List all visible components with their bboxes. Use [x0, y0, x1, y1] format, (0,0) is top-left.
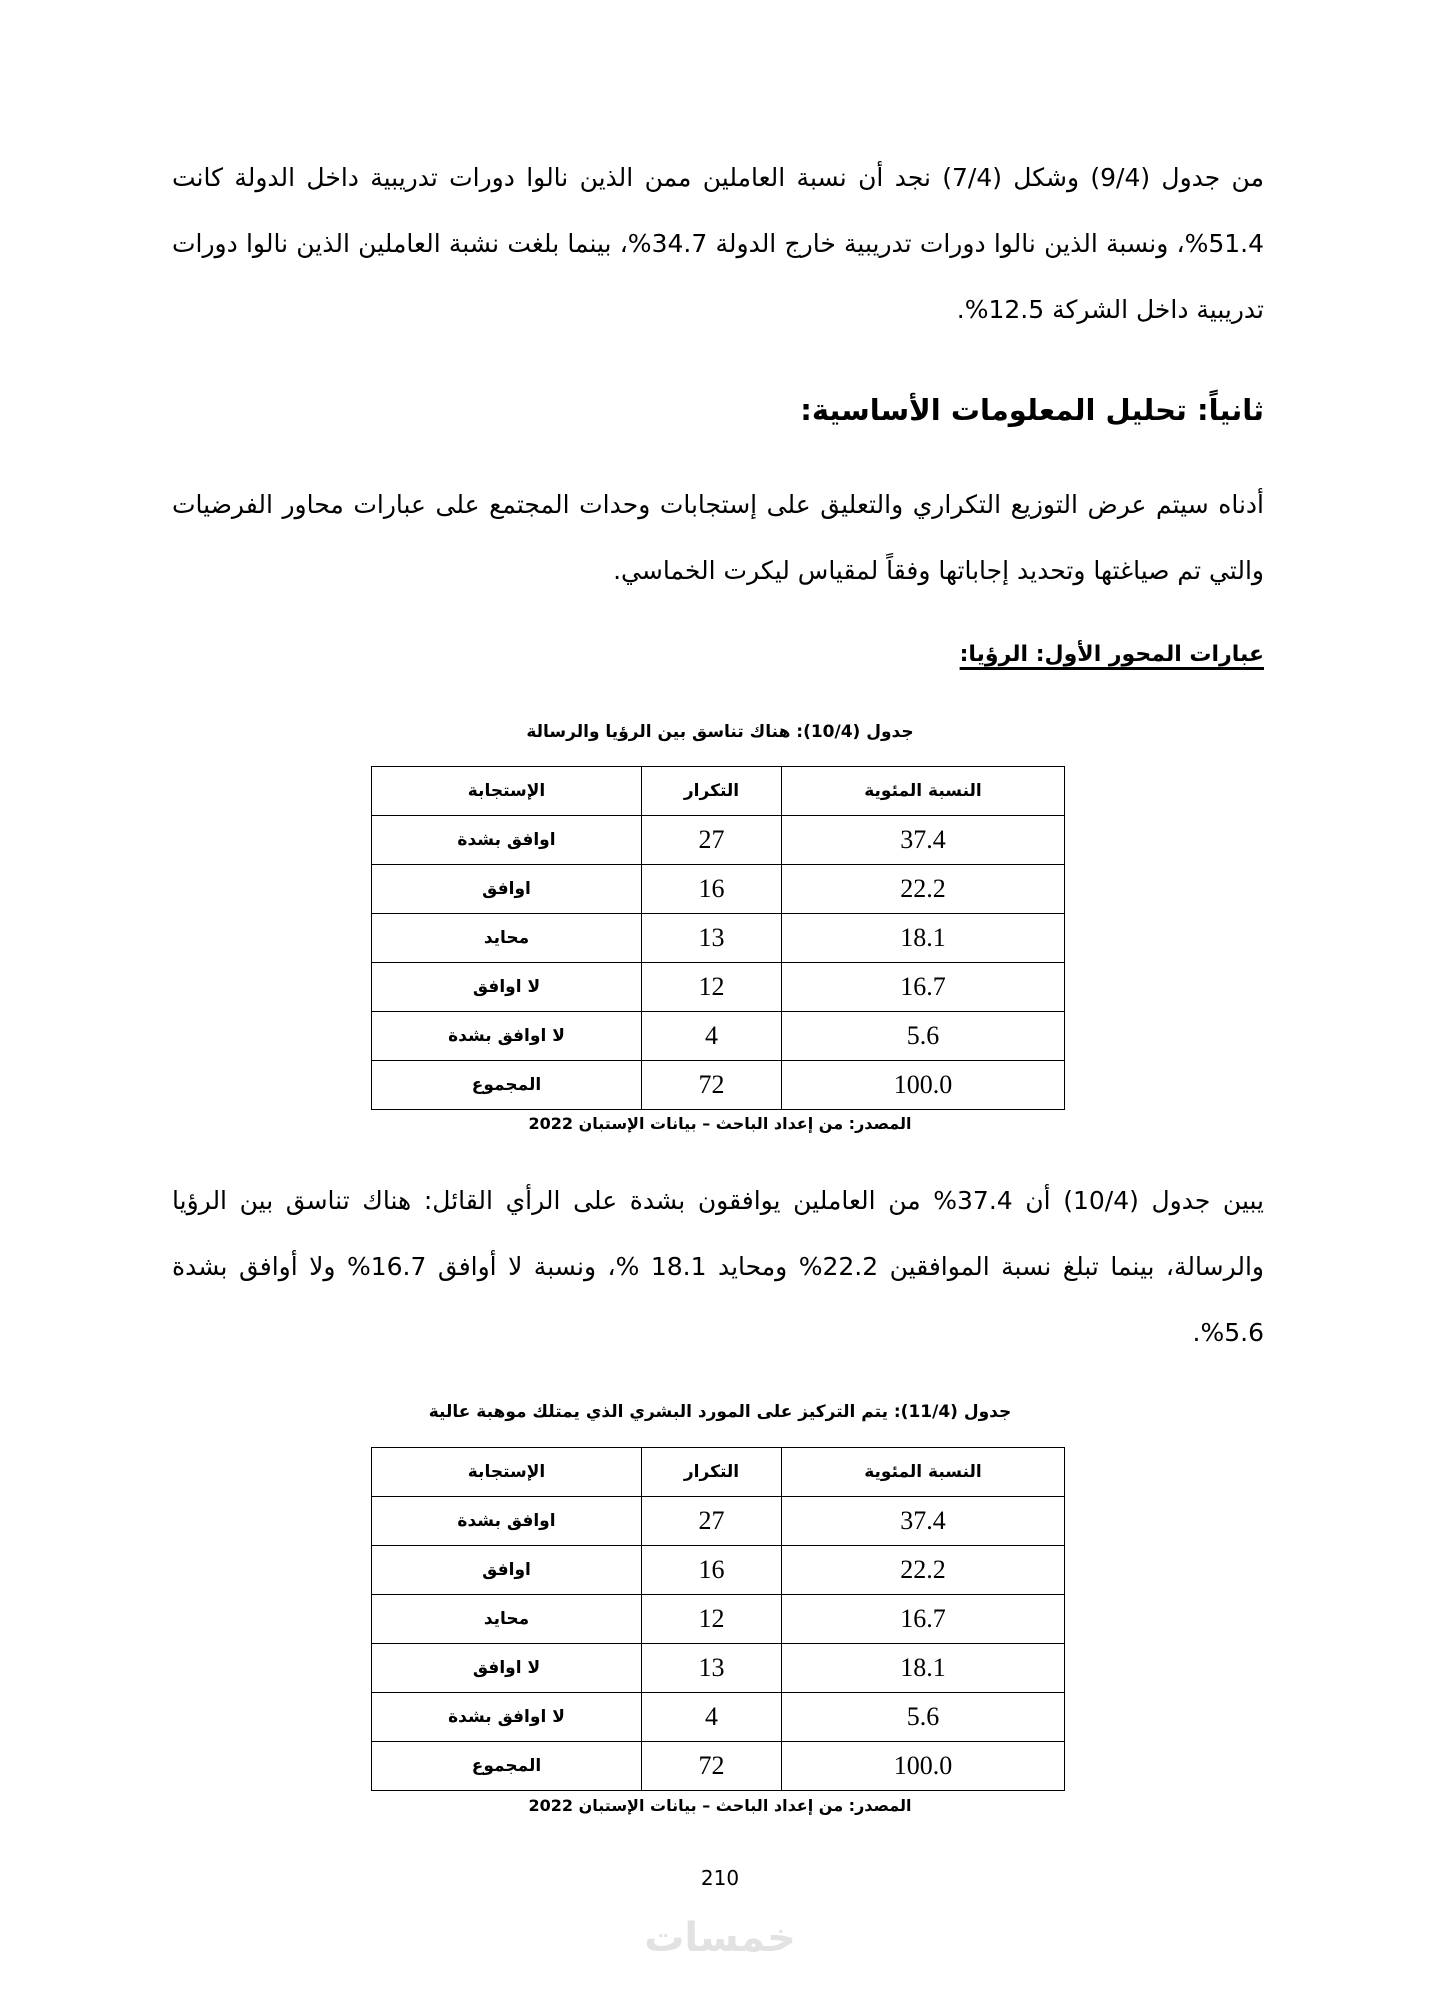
percent-cell: 18.1	[782, 1644, 1065, 1693]
response-cell: المجموع	[372, 1061, 642, 1110]
percent-cell: 100.0	[782, 1742, 1065, 1791]
response-cell: اوافق بشدة	[372, 816, 642, 865]
table-row	[372, 1693, 1065, 1742]
paragraph-intro: من جدول (9/4) وشكل (7/4) نجد أن نسبة العاملين ممن الذين نالوا دورات تدريبية داخل الدولة كانت 51.4%، ونسبة الذين نالوا دورات تدريبية خارج الدولة 34.7%، بينما بلغت نشبة العاملين الذين نالوا دورات تدريبية داخل الشركة 12.5%.	[172, 163, 1265, 324]
response-cell: اوافق بشدة	[372, 1497, 642, 1546]
percent-cell: 37.4	[782, 816, 1065, 865]
table-row	[372, 1742, 1065, 1791]
count-cell: 12	[642, 1595, 782, 1644]
header-percent: النسبة المئوية	[782, 1448, 1065, 1497]
header-response: الإستجابة	[372, 1448, 642, 1497]
table-row	[372, 963, 1065, 1012]
table-2-caption: جدول (11/4): يتم التركيز على المورد البشري الذي يمتلك موهبة عالية	[428, 1402, 1012, 1422]
percent-cell: 5.6	[782, 1693, 1065, 1742]
header-count: التكرار	[642, 767, 782, 816]
page-number: 210	[700, 1866, 740, 1890]
count-cell: 4	[642, 1693, 782, 1742]
response-cell: لا اوافق	[372, 963, 642, 1012]
percent-cell: 16.7	[782, 1595, 1065, 1644]
paragraph-method: أدناه سيتم عرض التوزيع التكراري والتعليق على إستجابات وحدات المجتمع على عبارات محاور الفرضيات والتي تم صياغتها وتحديد إجاباتها وفقاً لمقياس ليكرت الخماسي.	[172, 490, 1264, 585]
response-cell: المجموع	[372, 1742, 642, 1791]
count-cell: 16	[642, 865, 782, 914]
percent-cell: 18.1	[782, 914, 1065, 963]
response-cell: لا اوافق بشدة	[372, 1012, 642, 1061]
response-cell: محايد	[372, 914, 642, 963]
count-cell: 13	[642, 1644, 782, 1693]
response-cell: لا اوافق بشدة	[372, 1693, 642, 1742]
response-cell: اوافق	[372, 865, 642, 914]
percent-cell: 100.0	[782, 1061, 1065, 1110]
count-cell: 4	[642, 1012, 782, 1061]
table-row	[372, 865, 1065, 914]
percent-cell: 5.6	[782, 1012, 1065, 1061]
response-cell: لا اوافق	[372, 1644, 642, 1693]
subheading-axis-vision: عبارات المحور الأول: الرؤيا:	[959, 642, 1264, 667]
percent-cell: 22.2	[782, 1546, 1065, 1595]
watermark-logo: خمسات	[644, 1915, 796, 1961]
table-row	[372, 1061, 1065, 1110]
count-cell: 72	[642, 1061, 782, 1110]
table-row	[372, 816, 1065, 865]
table-row	[372, 914, 1065, 963]
table-1-caption: جدول (10/4): هناك تناسق بين الرؤيا والرسالة	[526, 722, 914, 742]
paragraph-analysis: يبين جدول (10/4) أن 37.4% من العاملين يوافقون بشدة على الرأي القائل: هناك تناسق بين الرؤيا والرسالة، بينما تبلغ نسبة الموافقين 22.2% ومحايد 18.1 %، ونسبة لا أوافق 16.7% ولا أوافق بشدة 5.6%.	[172, 1186, 1264, 1347]
count-cell: 13	[642, 914, 782, 963]
table-header-row	[372, 1448, 1065, 1497]
table-row	[372, 1497, 1065, 1546]
header-response: الإستجابة	[372, 767, 642, 816]
table-header-row	[372, 767, 1065, 816]
count-cell: 12	[642, 963, 782, 1012]
table-row	[372, 1546, 1065, 1595]
section-heading: ثانياً: تحليل المعلومات الأساسية:	[800, 393, 1264, 427]
table-row	[372, 1595, 1065, 1644]
count-cell: 16	[642, 1546, 782, 1595]
table-1-source: المصدر: من إعداد الباحث – بيانات الإستبان 2022	[528, 1114, 912, 1133]
count-cell: 27	[642, 1497, 782, 1546]
response-cell: اوافق	[372, 1546, 642, 1595]
table-row	[372, 1644, 1065, 1693]
header-percent: النسبة المئوية	[782, 767, 1065, 816]
count-cell: 27	[642, 816, 782, 865]
percent-cell: 22.2	[782, 865, 1065, 914]
count-cell: 72	[642, 1742, 782, 1791]
percent-cell: 37.4	[782, 1497, 1065, 1546]
table-2	[371, 1447, 1065, 1791]
table-row	[372, 1012, 1065, 1061]
table-2-source: المصدر: من إعداد الباحث – بيانات الإستبان 2022	[528, 1796, 912, 1815]
percent-cell: 16.7	[782, 963, 1065, 1012]
response-cell: محايد	[372, 1595, 642, 1644]
table-1	[371, 766, 1065, 1110]
header-count: التكرار	[642, 1448, 782, 1497]
